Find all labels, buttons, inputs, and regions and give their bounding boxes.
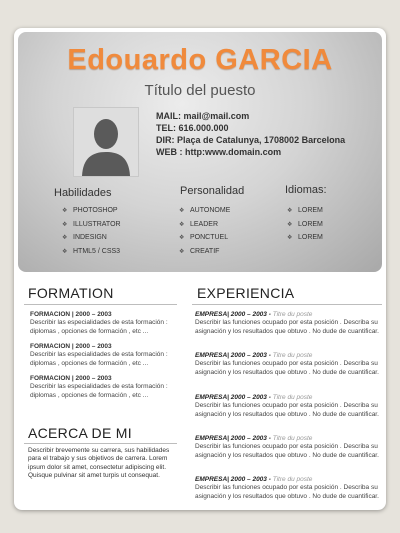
diamond-bullet-icon: ❖	[62, 235, 68, 242]
list-item: ❖ AUTONOME	[179, 207, 231, 215]
diamond-bullet-icon: ❖	[179, 248, 185, 255]
personality-title: Personalidad	[180, 185, 245, 197]
about-title: ACERCA DE MI	[28, 425, 132, 441]
personality-list	[179, 204, 230, 258]
experience-divider	[192, 304, 382, 305]
avatar-silhouette-icon	[73, 107, 139, 177]
list-item: ❖ LEADER	[179, 220, 219, 228]
experience-entry: EMPRESA| 2000 – 2003 - Titre du poste Describir las funciones ocupado por esta posición . Describa su asignación y los resultados que obtuvo . No dude de cuantificar.	[195, 476, 379, 500]
formation-entry: FORMACION | 2000 – 2003 Describir las especialidades de esta formación : diplomas , opciones de formación , etc ...	[30, 311, 168, 335]
skills-title: Habilidades	[54, 187, 112, 199]
diamond-bullet-icon: ❖	[62, 248, 68, 255]
contact-block	[156, 110, 345, 158]
experience-entry: EMPRESA| 2000 – 2003 - Titre du poste Describir las funciones ocupado por esta posición . Describa su asignación y los resultados que obtuvo . No dude de cuantificar.	[195, 311, 379, 335]
list-item: ❖ LOREM	[287, 234, 323, 242]
list-item: ❖ CREATIF	[179, 247, 220, 255]
diamond-bullet-icon: ❖	[62, 208, 68, 215]
languages-title: Idiomas:	[285, 184, 327, 196]
diamond-bullet-icon: ❖	[287, 221, 293, 228]
experience-entry: EMPRESA| 2000 – 2003 - Titre du poste Describir las funciones ocupado por esta posición . Describa su asignación y los resultados que obtuvo . No dude de cuantificar.	[195, 352, 379, 376]
formation-entry: FORMACION | 2000 – 2003 Describir las especialidades de esta formación : diplomas , opciones de formación , etc ...	[30, 343, 168, 367]
experience-entry: EMPRESA| 2000 – 2003 - Titre du poste Describir las funciones ocupado por esta posición . Describa su asignación y los resultados que obtuvo . No dude de cuantificar.	[195, 435, 379, 459]
diamond-bullet-icon: ❖	[287, 235, 293, 242]
skills-list	[62, 204, 121, 258]
about-divider	[24, 443, 177, 444]
formation-entry: FORMACION | 2000 – 2003 Describir las especialidades de esta formación : diplomas , opciones de formación , etc ...	[30, 375, 168, 399]
list-item: ❖ PHOTOSHOP	[62, 207, 118, 215]
list-item: ❖ HTML5 / CSS3	[62, 247, 121, 255]
resume-header	[18, 32, 382, 272]
experience-entry: EMPRESA| 2000 – 2003 - Titre du poste Describir las funciones ocupado por esta posición . Describa su asignación y los resultados que obtuvo . No dude de cuantificar.	[195, 394, 379, 418]
contact-address: DIR: Plaça de Catalunya, 1708002 Barcelona	[156, 135, 346, 145]
diamond-bullet-icon: ❖	[179, 235, 185, 242]
formation-divider	[24, 304, 177, 305]
job-title: Título del puesto	[144, 82, 256, 99]
diamond-bullet-icon: ❖	[179, 208, 185, 215]
diamond-bullet-icon: ❖	[179, 221, 185, 228]
list-item: ❖ PONCTUEL	[179, 234, 229, 242]
contact-web: WEB : http:www.domain.com	[156, 147, 282, 157]
experience-title: EXPERIENCIA	[197, 285, 295, 301]
about-text: Describir brevemente su carrera, sus habilidades para el trabajo y sus objetivos de carrera. Lorem ipsum dolor sit amet, consectetur adipiscing elit. Quisque pulvinar sit amet turpis ut consequat.	[28, 447, 170, 480]
resume-page	[14, 28, 386, 510]
contact-tel: TEL: 616.000.000	[156, 123, 229, 133]
person-name: Edouardo GARCIA	[67, 44, 333, 76]
list-item: ❖ LOREM	[287, 207, 323, 215]
diamond-bullet-icon: ❖	[62, 221, 68, 228]
diamond-bullet-icon: ❖	[287, 208, 293, 215]
formation-title: FORMATION	[28, 285, 114, 301]
contact-mail: MAIL: mail@mail.com	[156, 111, 250, 121]
list-item: ❖ LOREM	[287, 220, 323, 228]
languages-list	[287, 204, 323, 245]
list-item: ❖ ILLUSTRATOR	[62, 220, 121, 228]
list-item: ❖ INDESIGN	[62, 234, 107, 242]
